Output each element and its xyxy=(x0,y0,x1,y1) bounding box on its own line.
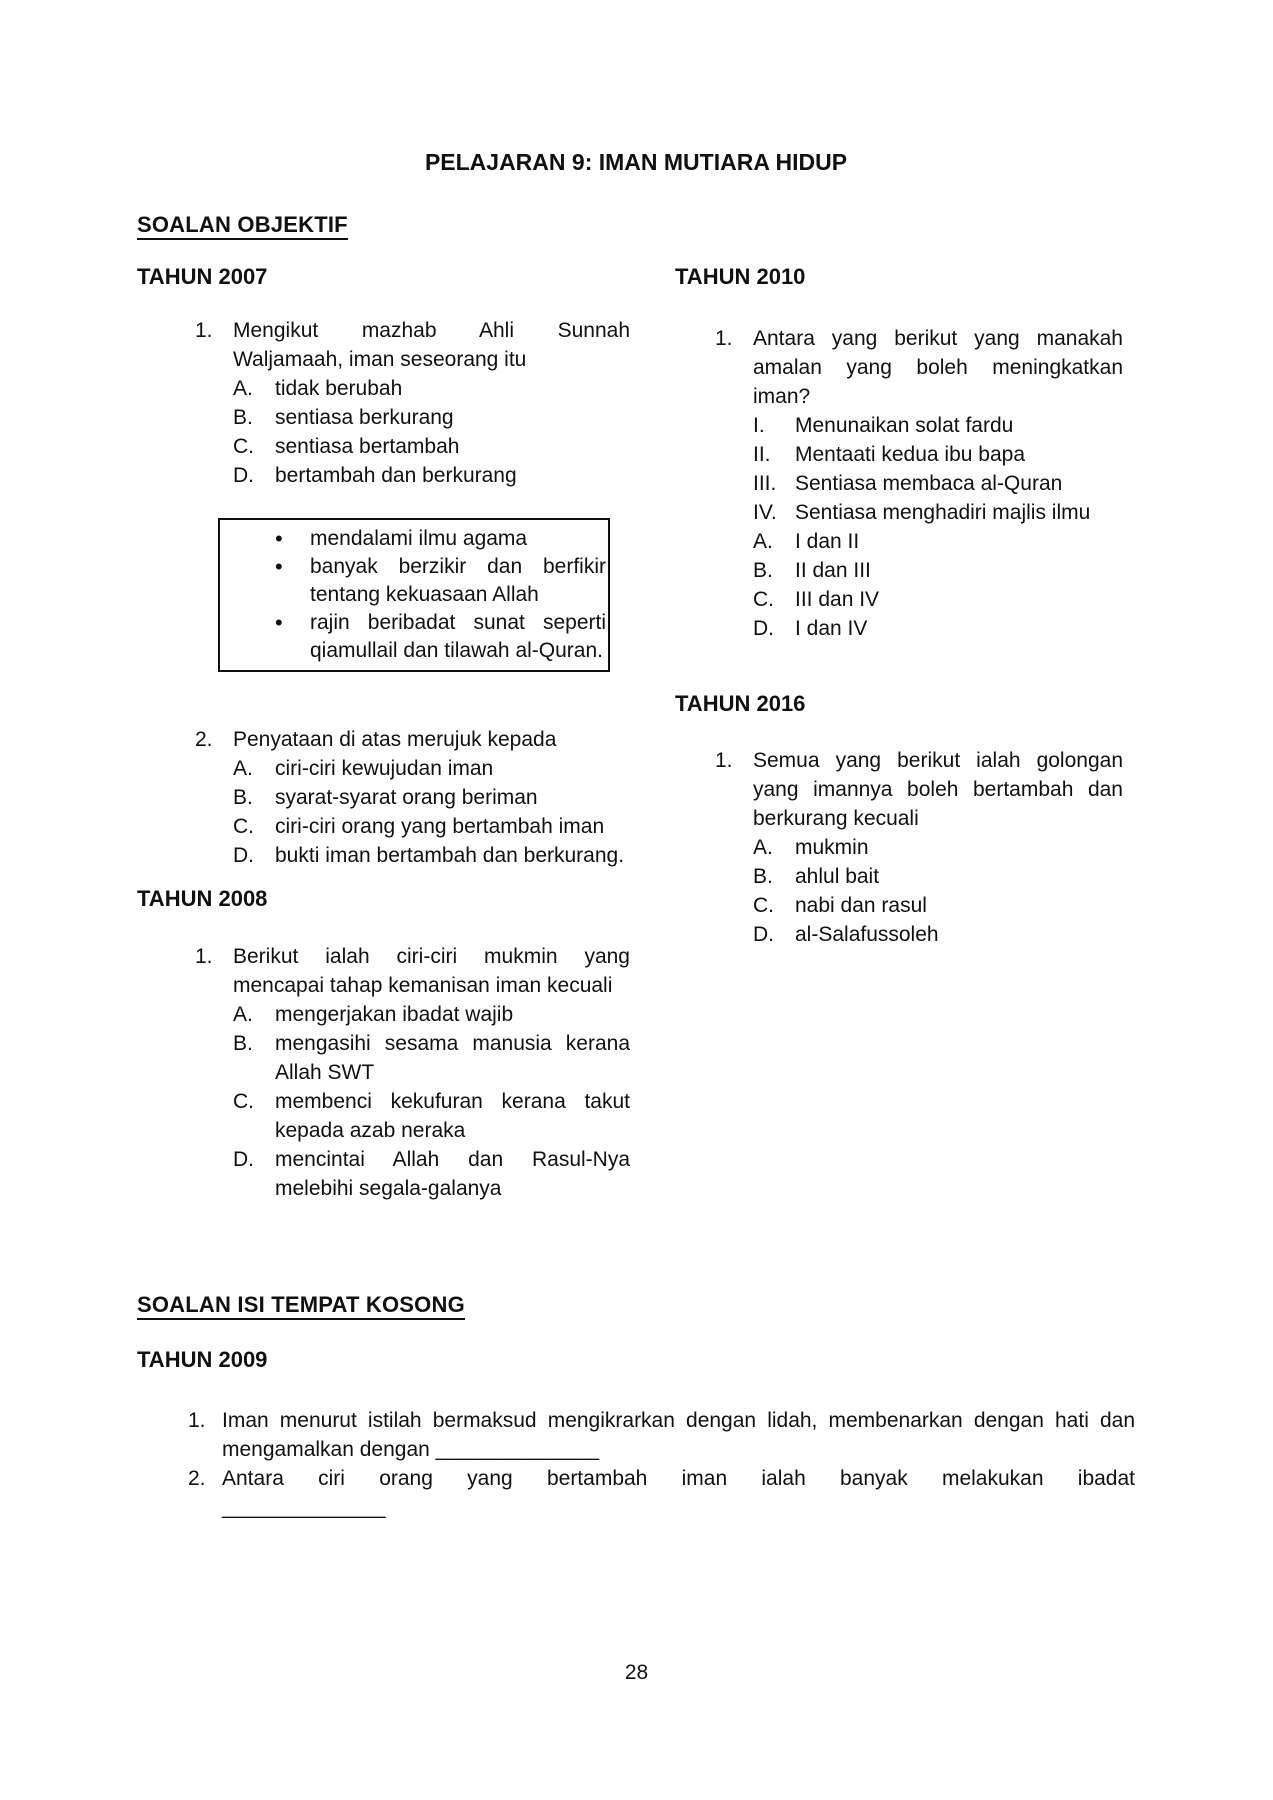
option-label: A. xyxy=(233,377,253,400)
roman-text: Menunaikan solat fardu xyxy=(795,414,1014,437)
option-row xyxy=(233,403,630,432)
option-label: A. xyxy=(753,836,773,859)
option-row xyxy=(233,783,630,812)
question-text: Antara yang berikut yang manakah amalan yang boleh meningkatkan iman? xyxy=(753,327,1123,408)
question-body xyxy=(233,316,630,490)
option-label: A. xyxy=(233,757,253,780)
option-text: I dan II xyxy=(795,530,860,553)
option-text: sentiasa berkurang xyxy=(275,406,454,429)
option-text: I dan IV xyxy=(795,617,868,640)
option-text: II dan III xyxy=(795,559,871,582)
question-number: 1. xyxy=(195,945,213,968)
bullet-item xyxy=(220,609,606,665)
option-label: C. xyxy=(753,894,774,917)
roman-row xyxy=(753,469,1123,498)
section-objektif xyxy=(137,213,1135,240)
roman-label: II. xyxy=(753,443,771,466)
option-row xyxy=(233,374,630,403)
bullet-icon: • xyxy=(275,554,283,579)
option-label: D. xyxy=(233,464,254,487)
option-row xyxy=(753,527,1123,556)
option-text: ahlul bait xyxy=(795,865,880,888)
left-column xyxy=(137,265,630,1203)
option-row xyxy=(753,614,1123,643)
option-row xyxy=(233,841,630,870)
year-heading-2009: TAHUN 2009 xyxy=(137,1347,268,1372)
two-column-area xyxy=(137,265,1135,1203)
bullet-item xyxy=(220,553,606,609)
option-row xyxy=(233,461,630,490)
question-number: 2. xyxy=(195,728,213,751)
option-label: C. xyxy=(233,1090,254,1113)
option-row xyxy=(753,862,1123,891)
page-title: PELAJARAN 9: IMAN MUTIARA HIDUP xyxy=(424,149,848,175)
option-text: bukti iman bertambah dan berkurang. xyxy=(275,844,625,867)
statement-box xyxy=(218,518,610,672)
option-label: B. xyxy=(233,406,253,429)
option-text: bertambah dan berkurang xyxy=(275,464,517,487)
option-label: B. xyxy=(753,559,773,582)
question-2016-1 xyxy=(675,746,1123,949)
option-label: D. xyxy=(233,1148,254,1171)
bullet-text: mendalami ilmu agama xyxy=(310,527,528,550)
question-body xyxy=(233,725,630,870)
roman-text: Sentiasa membaca al-Quran xyxy=(795,472,1063,495)
roman-text: Mentaati kedua ibu bapa xyxy=(795,443,1026,466)
option-label: C. xyxy=(233,435,254,458)
fill-item-1 xyxy=(137,1406,1135,1464)
option-row xyxy=(233,1087,630,1145)
question-2010-1 xyxy=(675,324,1123,643)
option-label: A. xyxy=(753,530,773,553)
answer-blank-line: ______________ xyxy=(222,1496,386,1519)
option-label: B. xyxy=(753,865,773,888)
page-number: 28 xyxy=(624,1661,649,1684)
roman-label: III. xyxy=(753,472,777,495)
option-text: membenci kekufuran kerana takut kepada azab neraka xyxy=(275,1090,630,1142)
question-body xyxy=(753,324,1123,643)
question-text: Semua yang berikut ialah golongan yang imannya boleh bertambah dan berkurang kecuali xyxy=(753,749,1123,830)
question-number: 1. xyxy=(715,327,733,350)
option-text: mengerjakan ibadat wajib xyxy=(275,1003,514,1026)
bullet-icon: • xyxy=(275,610,283,635)
year-heading-2010: TAHUN 2010 xyxy=(675,264,806,289)
option-label: C. xyxy=(753,588,774,611)
roman-row xyxy=(753,440,1123,469)
option-text: mengasihi sesama manusia kerana Allah SWT xyxy=(275,1032,630,1084)
section-objektif-heading: SOALAN OBJEKTIF xyxy=(137,213,348,240)
option-text: ciri-ciri kewujudan iman xyxy=(275,757,494,780)
option-row xyxy=(753,920,1123,949)
option-row xyxy=(753,833,1123,862)
option-text: nabi dan rasul xyxy=(795,894,927,917)
roman-row xyxy=(753,498,1123,527)
option-label: D. xyxy=(233,844,254,867)
item-text: Iman menurut istilah bermaksud mengikrarkan dengan lidah, membenarkan dengan hati dan mengamalkan dengan ______________ xyxy=(222,1409,1135,1461)
fill-in-items xyxy=(137,1406,1135,1522)
question-text: Berikut ialah ciri-ciri mukmin yang mencapai tahap kemanisan iman kecuali xyxy=(233,945,630,997)
option-row xyxy=(753,891,1123,920)
option-text: mukmin xyxy=(795,836,869,859)
question-2008-1 xyxy=(137,942,630,1203)
right-column xyxy=(675,265,1123,949)
fill-item-2 xyxy=(137,1464,1135,1493)
option-label: D. xyxy=(753,617,774,640)
option-row xyxy=(753,556,1123,585)
question-text: Penyataan di atas merujuk kepada xyxy=(233,728,557,751)
option-row xyxy=(233,812,630,841)
section-isi-heading: SOALAN ISI TEMPAT KOSONG xyxy=(137,1293,465,1320)
section-isi xyxy=(137,1293,1135,1320)
item-number: 2. xyxy=(188,1467,206,1490)
option-label: C. xyxy=(233,815,254,838)
question-2007-2 xyxy=(137,725,630,870)
option-label: D. xyxy=(753,923,774,946)
roman-label: IV. xyxy=(753,501,777,524)
option-label: A. xyxy=(233,1003,253,1026)
option-row xyxy=(233,1000,630,1029)
option-text: syarat-syarat orang beriman xyxy=(275,786,538,809)
question-number: 1. xyxy=(195,319,213,342)
bullet-text: rajin beribadat sunat seperti qiamullail dan tilawah al-Quran. xyxy=(310,611,606,662)
year-heading-2008: TAHUN 2008 xyxy=(137,886,268,911)
option-row xyxy=(233,754,630,783)
roman-row xyxy=(753,411,1123,440)
question-text: Mengikut mazhab Ahli Sunnah Waljamaah, iman seseorang itu xyxy=(233,319,630,371)
bullet-icon: • xyxy=(275,526,283,551)
option-label: B. xyxy=(233,786,253,809)
question-body xyxy=(233,942,630,1203)
option-text: ciri-ciri orang yang bertambah iman xyxy=(275,815,605,838)
item-text: Antara ciri orang yang bertambah iman ialah banyak melakukan ibadat xyxy=(222,1467,1135,1490)
question-body xyxy=(753,746,1123,949)
option-row xyxy=(233,1145,630,1203)
bullet-item xyxy=(220,525,606,553)
option-text: al-Salafussoleh xyxy=(795,923,939,946)
year-heading-2007: TAHUN 2007 xyxy=(137,264,268,289)
option-row xyxy=(753,585,1123,614)
option-text: mencintai Allah dan Rasul-Nya melebihi segala-galanya xyxy=(275,1148,630,1200)
roman-text: Sentiasa menghadiri majlis ilmu xyxy=(795,501,1091,524)
option-row xyxy=(233,432,630,461)
question-number: 1. xyxy=(715,749,733,772)
option-text: tidak berubah xyxy=(275,377,403,400)
item-number: 1. xyxy=(188,1409,206,1432)
roman-label: I. xyxy=(753,414,765,437)
option-row xyxy=(233,1029,630,1087)
option-label: B. xyxy=(233,1032,253,1055)
option-text: III dan IV xyxy=(795,588,880,611)
year-heading-2016: TAHUN 2016 xyxy=(675,691,806,716)
option-text: sentiasa bertambah xyxy=(275,435,460,458)
bullet-text: banyak berzikir dan berfikir tentang kekuasaan Allah xyxy=(310,555,606,606)
question-2007-1 xyxy=(137,316,630,490)
